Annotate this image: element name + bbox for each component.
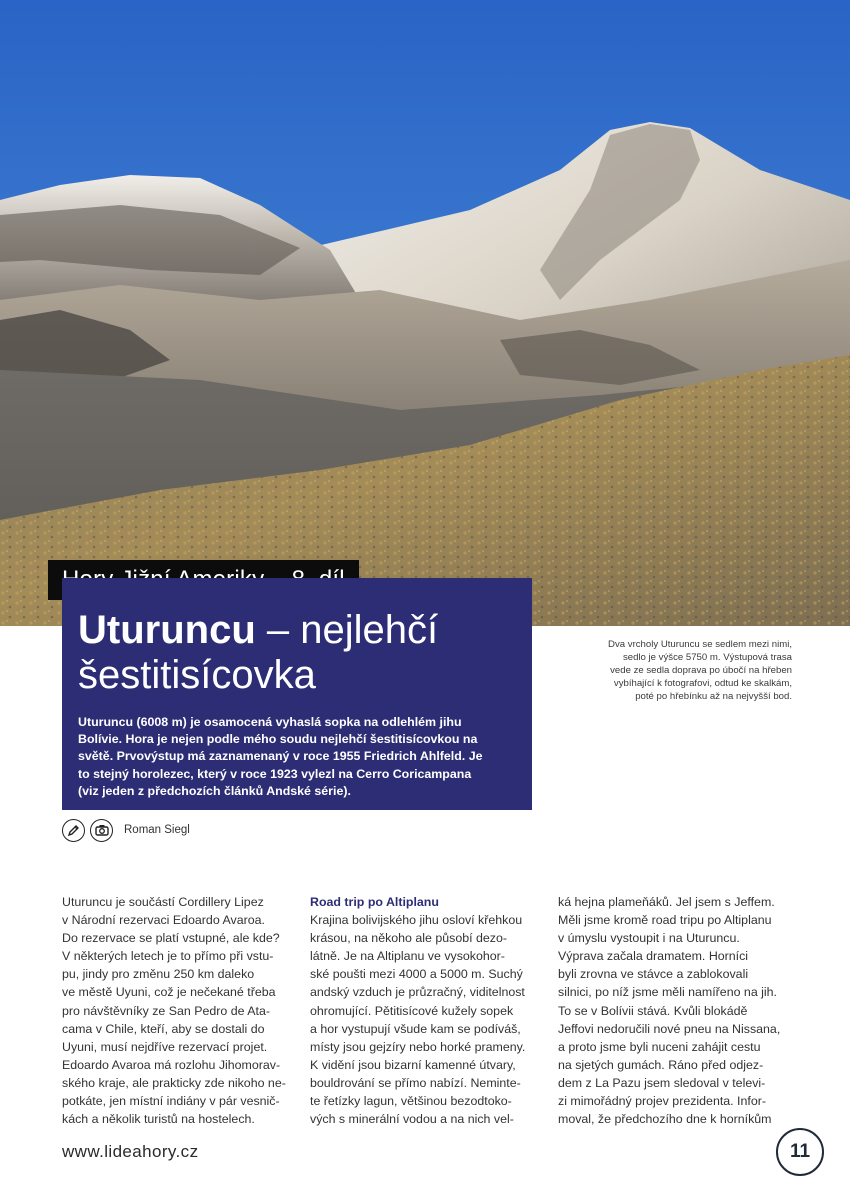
text-line: Uturuncu je součástí Cordillery Lipez — [62, 895, 264, 909]
camera-icon — [90, 819, 113, 842]
text-line: K vidění jsou bizarní kamenné útvary, — [310, 1057, 516, 1072]
text-line: a proto jsme byli nuceni zahájit cestu — [558, 1039, 761, 1054]
title-mountain-name: Uturuncu — [78, 608, 256, 652]
text-line: ské poušti mezi 4000 a 5000 m. Suchý — [310, 967, 523, 982]
text-line: dem z La Pazu jsem sledoval v televi- — [558, 1075, 766, 1090]
author-name: Roman Siegl — [124, 824, 190, 836]
text-line: Měli jsme kromě road tripu po Altiplanu — [558, 913, 772, 928]
text-line: te řetízky lagun, většinou bezodtoko- — [310, 1094, 512, 1109]
article-lead — [78, 714, 516, 800]
text-line: pro návštěvníky ze San Pedro de Ata- — [62, 1003, 271, 1018]
footer-website-url: www.lideahory.cz — [62, 1142, 199, 1161]
caption-line: sedlo je výšce 5750 m. Výstupová trasa — [622, 652, 792, 663]
text-line: potkáte, jen místní indiány v pár vesnič- — [62, 1094, 280, 1109]
page-number-badge: 11 — [776, 1128, 824, 1176]
text-line: ohromující. Pětitisícové kužely sopek — [310, 1003, 514, 1018]
lead-line: Uturuncu (6008 m) je osamocená vyhaslá sopka na odlehlém jihu — [78, 715, 462, 729]
text-line: To se v Bolívii stává. Kvůli blokádě — [558, 1003, 748, 1018]
text-line: moval, že předchozího dne k horníkům — [558, 1112, 772, 1127]
text-line: místy jsou gejzíry nebo horké prameny. — [310, 1039, 526, 1054]
caption-line: vede ze sedla doprava po úbočí na hřeben — [610, 665, 792, 676]
article-title-box — [62, 578, 532, 810]
caption-line: Dva vrcholy Uturuncu se sedlem mezi nimi, — [608, 639, 792, 650]
caption-line: poté po hřebínku až na nejvyšší bod. — [635, 691, 792, 702]
text-line: V některých letech je to přímo při vstu- — [62, 949, 274, 964]
text-line: Do rezervace se platí vstupné, ale kde? — [62, 931, 280, 946]
photo-caption — [548, 638, 792, 703]
text-line: vých s minerální vodou a na nich vel- — [310, 1112, 514, 1127]
text-line: Krajina bolivijského jihu osloví křehkou — [310, 913, 523, 928]
text-line: zi mimořádný projev prezidenta. Infor- — [558, 1094, 766, 1109]
article-title — [78, 608, 516, 652]
caption-line: vybíhající k fotografovi, odtud ke skalkám, — [613, 678, 792, 689]
text-line: v úmyslu vystoupit i na Uturuncu. — [558, 931, 740, 946]
text-column-3 — [558, 893, 788, 1128]
text-line: pu, jindy pro změnu 250 km daleko — [62, 967, 255, 982]
text-line: v Národní rezervaci Edoardo Avaroa. — [62, 913, 265, 928]
text-line: Edoardo Avaroa má rozlohu Jihomorav- — [62, 1057, 281, 1072]
lead-line: (viz jeden z předchozích článků Andské série). — [78, 783, 351, 798]
text-line: Uyuni, musí nejdříve rezervací projet. — [62, 1039, 268, 1054]
text-column-2 — [310, 893, 540, 1128]
text-line: a hor vystupují všude kam se podíváš, — [310, 1021, 521, 1036]
text-line: kách a několik turistů na hostelech. — [62, 1112, 255, 1127]
text-column-1 — [62, 893, 292, 1128]
text-line: andský vzduch je průzračný, viditelnost — [310, 985, 525, 1000]
title-line-2: šestitisícovka — [78, 653, 316, 697]
author-credits — [62, 818, 190, 842]
text-line: ká hejna plameňáků. Jel jsem s Jeffem. — [558, 895, 775, 909]
text-line: cama v Chile, kteří, aby se dostali do — [62, 1021, 265, 1036]
section-heading: Road trip po Altiplanu — [310, 895, 439, 909]
lead-line: Bolívie. Hora je nejen podle mého soudu nejlehčí šestitisícovkou na — [78, 732, 478, 747]
text-line: látně. Je na Altiplanu ve vysokohor- — [310, 949, 505, 964]
text-line: krásou, na někoho ale působí dezo- — [310, 931, 508, 946]
text-line: ve městě Uyuni, což je nečekané třeba — [62, 985, 276, 1000]
text-line: silnici, po níž jsme měli namířeno na jih. — [558, 985, 777, 1000]
text-line: bouldrování se přímo nabízí. Neminte- — [310, 1075, 521, 1090]
lead-line: světě. Prvovýstup má zaznamenaný v roce 1955 Friedrich Ahlfeld. Je — [78, 749, 483, 764]
text-line: Výprava začala dramatem. Horníci — [558, 949, 749, 964]
text-line: ského kraje, ale prakticky zde nikoho ne- — [62, 1075, 286, 1090]
title-subtitle-part: – nejlehčí — [255, 608, 439, 652]
pen-icon — [62, 819, 85, 842]
text-line: Jeffovi nedoručili nové pneu na Nissana, — [558, 1021, 781, 1036]
text-line: byli zrovna ve stávce a zablokovali — [558, 967, 749, 982]
text-line: na sjetých gumách. Ráno před odjez- — [558, 1057, 764, 1072]
lead-line: to stejný horolezec, který v roce 1923 vylezl na Cerro Coricampana — [78, 766, 472, 781]
